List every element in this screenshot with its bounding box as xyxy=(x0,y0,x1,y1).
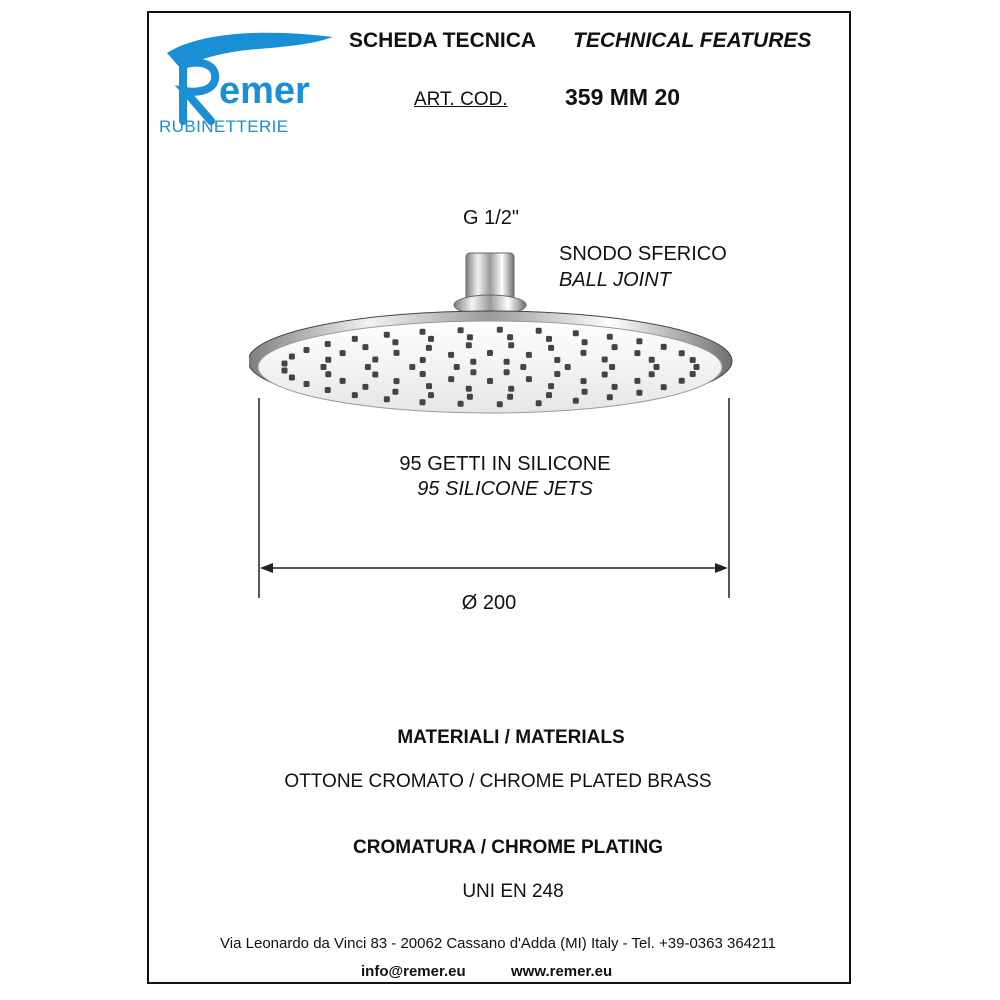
silicone-jet xyxy=(372,357,378,363)
silicone-jet xyxy=(409,364,415,370)
silicone-jet xyxy=(690,371,696,377)
silicone-jet xyxy=(352,336,358,342)
silicone-jet xyxy=(602,357,608,363)
silicone-jet xyxy=(394,378,400,384)
silicone-jet xyxy=(654,364,660,370)
joint-label-english: BALL JOINT xyxy=(559,269,671,291)
silicone-jet xyxy=(325,341,331,347)
silicone-jet xyxy=(282,361,288,367)
silicone-jet xyxy=(634,378,640,384)
silicone-jet xyxy=(365,364,371,370)
silicone-jet xyxy=(467,334,473,340)
silicone-jet xyxy=(554,371,560,377)
silicone-jet xyxy=(392,389,398,395)
silicone-jet xyxy=(612,384,618,390)
silicone-jet xyxy=(649,371,655,377)
article-code: 359 MM 20 xyxy=(565,84,681,110)
article-code-label: ART. COD. xyxy=(414,89,508,110)
silicone-jet xyxy=(565,364,571,370)
title-english: TECHNICAL FEATURES xyxy=(573,29,812,52)
silicone-jet xyxy=(634,350,640,356)
silicone-jet xyxy=(661,384,667,390)
silicone-jet xyxy=(602,372,608,378)
silicone-jet xyxy=(448,352,454,358)
website-link[interactable]: www.remer.eu xyxy=(511,963,613,980)
silicone-jet xyxy=(526,376,532,382)
silicone-jet xyxy=(340,378,346,384)
jets-label-english: 95 SILICONE JETS xyxy=(417,478,593,500)
silicone-jet xyxy=(454,364,460,370)
silicone-jet xyxy=(636,390,642,396)
silicone-jet xyxy=(466,342,472,348)
silicone-jet xyxy=(392,339,398,345)
svg-text:emer: emer xyxy=(219,70,310,112)
silicone-jet xyxy=(340,350,346,356)
silicone-jet xyxy=(636,338,642,344)
silicone-jet xyxy=(321,364,327,370)
silicone-jet xyxy=(304,347,310,353)
silicone-jet xyxy=(426,345,432,351)
silicone-jet xyxy=(420,357,426,363)
thread-label: G 1/2" xyxy=(463,207,520,229)
silicone-jet xyxy=(325,357,331,363)
silicone-jet xyxy=(612,344,618,350)
silicone-jet xyxy=(661,344,667,350)
silicone-jet xyxy=(548,383,554,389)
silicone-jet xyxy=(690,357,696,363)
email-link[interactable]: info@remer.eu xyxy=(361,963,466,980)
silicone-jet xyxy=(394,350,400,356)
silicone-jet xyxy=(607,334,613,340)
silicone-jet xyxy=(507,334,513,340)
silicone-jet xyxy=(508,342,514,348)
silicone-jet xyxy=(679,378,685,384)
silicone-jet xyxy=(520,364,526,370)
silicone-jet xyxy=(581,378,587,384)
silicone-jet xyxy=(526,352,532,358)
silicone-jet xyxy=(384,332,390,338)
plating-value: UNI EN 248 xyxy=(462,881,564,902)
plating-heading: CROMATURA / CHROME PLATING xyxy=(353,837,663,858)
silicone-jet xyxy=(426,383,432,389)
silicone-jet xyxy=(362,384,368,390)
technical-sheet xyxy=(147,11,851,984)
silicone-jet xyxy=(582,389,588,395)
jets-label-italian: 95 GETTI IN SILICONE xyxy=(399,453,611,475)
silicone-jet xyxy=(581,350,587,356)
silicone-jet xyxy=(573,330,579,336)
silicone-jet xyxy=(504,369,510,375)
silicone-jet xyxy=(289,354,295,360)
silicone-jet xyxy=(609,364,615,370)
joint-label-italian: SNODO SFERICO xyxy=(559,243,727,265)
silicone-jet xyxy=(362,344,368,350)
silicone-jet xyxy=(466,386,472,392)
silicone-jet xyxy=(536,328,542,334)
silicone-jet xyxy=(420,329,426,335)
diameter-label: Ø 200 xyxy=(461,592,517,614)
silicone-jet xyxy=(694,364,700,370)
silicone-jet xyxy=(497,327,503,333)
silicone-jet xyxy=(325,371,331,377)
company-address: Via Leonardo da Vinci 83 - 20062 Cassano d'Adda (MI) Italy - Tel. +39-0363 364211 xyxy=(220,935,776,952)
silicone-jet xyxy=(325,387,331,393)
silicone-jet xyxy=(504,359,510,365)
silicone-jet xyxy=(372,372,378,378)
silicone-jet xyxy=(420,371,426,377)
silicone-jet xyxy=(554,357,560,363)
silicone-jet xyxy=(508,386,514,392)
silicone-jet xyxy=(282,368,288,374)
title-italian: SCHEDA TECNICA xyxy=(349,29,537,52)
silicone-jet xyxy=(289,375,295,381)
silicone-jet xyxy=(448,376,454,382)
silicone-jet xyxy=(546,336,552,342)
silicone-jet xyxy=(304,381,310,387)
silicone-jet xyxy=(679,350,685,356)
silicone-jet xyxy=(487,378,493,384)
logo-subtitle: RUBINETTERIE xyxy=(159,117,289,136)
diameter-dimension xyxy=(249,398,739,608)
materials-heading: MATERIALI / MATERIALS xyxy=(397,727,625,748)
silicone-jet xyxy=(487,350,493,356)
silicone-jet xyxy=(548,345,554,351)
silicone-jet xyxy=(470,359,476,365)
silicone-jet xyxy=(428,336,434,342)
silicone-jet xyxy=(458,327,464,333)
materials-value: OTTONE CROMATO / CHROME PLATED BRASS xyxy=(284,771,712,792)
silicone-jet xyxy=(470,369,476,375)
silicone-jet xyxy=(649,357,655,363)
silicone-jet xyxy=(582,339,588,345)
